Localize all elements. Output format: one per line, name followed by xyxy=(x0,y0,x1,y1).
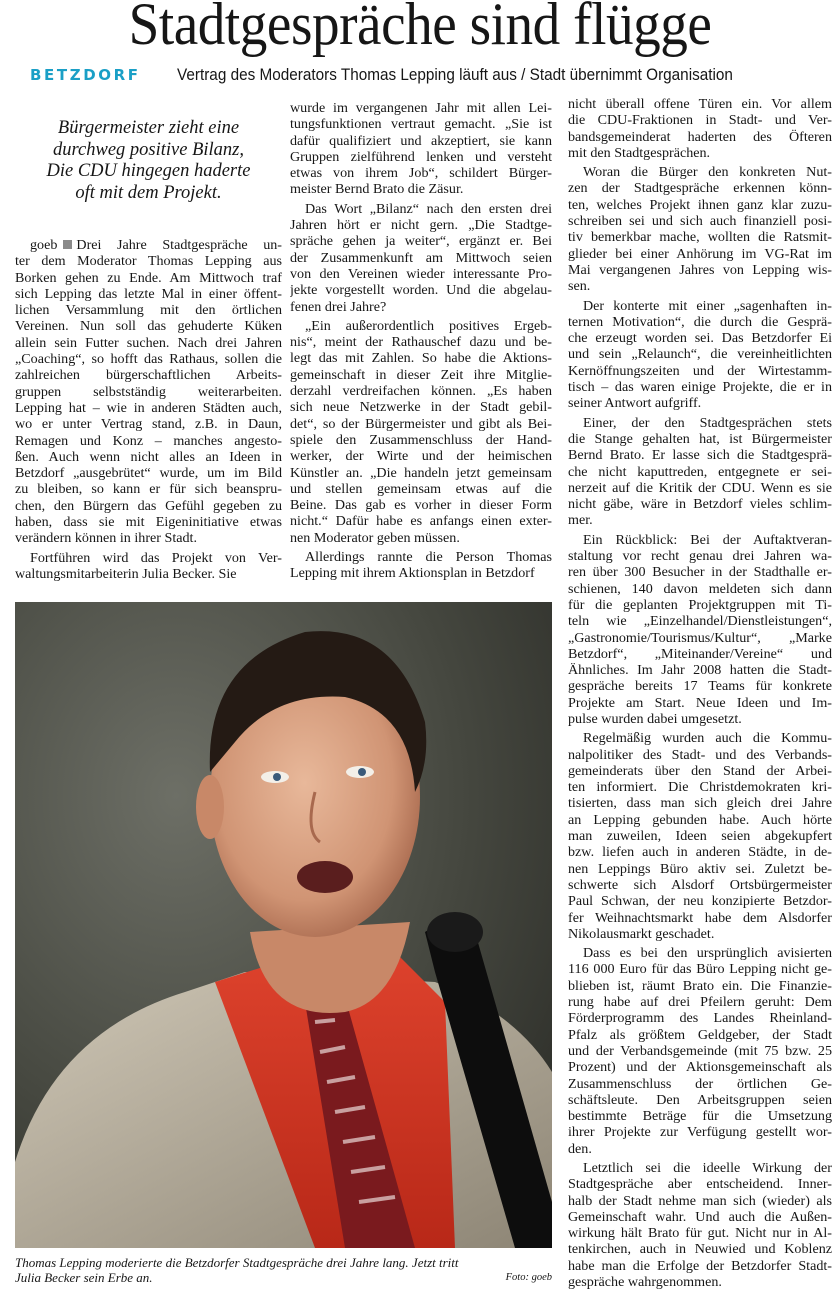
text-line: Borken gehen zu Ende. Am Mittwoch traf xyxy=(15,269,282,286)
text-line: fer Weihnachtsmarkt habe dem Alsdorfer xyxy=(568,909,832,926)
text-line: bzw. liefen auch in anderen Städte, in de- xyxy=(568,844,832,861)
headline: Stadtgespräche sind flügge xyxy=(128,0,712,57)
kicker-location: BETZDORF xyxy=(30,66,141,84)
line-text: Drei Jahre Stadtgespräche un- xyxy=(76,237,282,253)
text-line: legt das mit Zahlen. So habe die Aktions- xyxy=(290,350,552,367)
text-line: an Lepping gebunden habe. Auch hörte xyxy=(568,811,832,828)
text-line: ternen Motivation“, die durch die Gesprä- xyxy=(568,313,832,330)
paragraph xyxy=(290,100,552,198)
text-line: nen Leppings Büro aktiv sei. Zuletzt be- xyxy=(568,860,832,877)
caption-line: Julia Becker sein Erbe an. xyxy=(15,1270,153,1285)
subheadline: Vertrag des Moderators Thomas Lepping läuft aus / Stadt übernimmt Organisation xyxy=(177,65,733,84)
text-line: zen der Stadtgespräche erkennen könn- xyxy=(568,180,832,197)
text-line: ßen. Auch wenn nicht alles an Ideen in xyxy=(15,448,282,465)
photo-caption xyxy=(15,1255,552,1285)
text-line xyxy=(15,237,282,253)
paragraph xyxy=(15,237,282,547)
text-line: ten, welches Projekt ihnen ganz klar zuzu- xyxy=(568,196,832,213)
text-line: tisierten, dass man sich gleich drei Jahre xyxy=(568,795,832,812)
text-line: Letztlich sei die ideelle Wirkung der xyxy=(583,1160,832,1176)
text-line: zahlreichen bürgerschaftlichen Arbeits- xyxy=(15,367,282,384)
text-line: Allerdings rannte die Person Thomas xyxy=(305,549,552,566)
text-line: schreiben sei und sich auch finanziell posi- xyxy=(568,213,832,230)
text-line: „Coaching“, so hofft das Rathaus, sollen die xyxy=(15,351,282,368)
text-line: Pfalz als größtem Geldgeber, der Stadt xyxy=(568,1026,832,1043)
text-line: und sein „Relaunch“, die vereinheitlichten xyxy=(568,346,832,363)
text-line: sich neue Netzwerke in der Stadt gebil- xyxy=(290,399,552,416)
text-line: Fortführen wird das Projekt von Ver- xyxy=(30,549,282,566)
text-line: Stadtgespräche aber entscheidend. Inner- xyxy=(568,1176,832,1193)
text-line: teln wie „Einzelhandel/Dienstleistungen“, xyxy=(568,613,832,630)
text-line: der Zusammenkunft am Mittwoch seien xyxy=(290,249,552,266)
text-line: „Gastronomie/Tourismus/Kultur“, „Marke xyxy=(568,629,832,646)
text-line: tungsfunktionen vertraut gemacht. „Sie ist xyxy=(290,116,552,133)
caption-line: Thomas Lepping moderierte die Betzdorfer Stadtgespräche drei Jahre lang. Jetzt tritt xyxy=(15,1255,459,1270)
deck-line: Bürgermeister zieht eine xyxy=(57,118,240,138)
text-line: jekte vorgestellt worden. Und die abgelau- xyxy=(290,282,552,299)
text-line: Nikolausmarkt geschadet. xyxy=(568,925,715,942)
text-line: von den Vereinen wieder interessante Pro- xyxy=(290,265,552,282)
text-line: gemeinderats über den Stand der Arbei- xyxy=(568,762,832,779)
text-line: fenen drei Jahre? xyxy=(290,298,387,315)
text-line: dafür qualifiziert und akzeptiert, sie kann xyxy=(290,132,552,149)
text-line: sich Lepping das letzte Mal in einer öffent- xyxy=(15,285,282,302)
text-line: glieder bei einer Anhörung im VG-Rat im xyxy=(568,245,832,262)
text-line: habe man die Erfolge der Betzdorfer Stadt- xyxy=(568,1257,832,1274)
text-line: tiv bemerkbar mache, wollten die Ratsmit- xyxy=(568,229,832,246)
text-line: wurde im vergangenen Jahr mit allen Lei- xyxy=(290,100,552,116)
text-line: det“, so der Bürgermeister und gibt als Bei- xyxy=(290,415,552,432)
paragraph xyxy=(568,415,832,529)
text-line: haben, dass sie mit Eigeninitiative etwas xyxy=(15,514,282,531)
article-column-3 xyxy=(568,96,832,1290)
text-line: bandsgemeinderat haderten des Öfteren xyxy=(568,128,832,145)
deck-line: durchweg positive Bilanz, xyxy=(53,139,244,160)
text-line: zu bleiben, so kann er für sich beanspru- xyxy=(15,481,282,498)
text-line: Prozent) und der Aktionsgemeinschaft als xyxy=(568,1059,832,1076)
paragraph xyxy=(568,1160,832,1290)
paragraph xyxy=(568,298,832,412)
text-line: meister Bernd Brato die Zäsur. xyxy=(290,181,464,198)
text-line: Kernöffnungszeiten und der Wirtestamm- xyxy=(568,362,832,379)
text-line: nerzeit auf die Kritik der CDU. Wenn es sie xyxy=(568,479,832,496)
square-bullet-icon xyxy=(63,240,72,249)
text-line: ren über 300 Besucher in der Stadthalle er- xyxy=(568,564,832,581)
text-line: Lepping mit ihrem Aktionsplan in Betzdorf xyxy=(290,565,535,582)
text-line: derzahl verdreifachen können. „Es haben xyxy=(290,383,552,400)
text-line: lichen Versammlung mit den örtlichen xyxy=(15,302,282,319)
text-line: Bernd Brato. Er lasse sich die Stadtgesprä- xyxy=(568,447,832,464)
text-line: schwerte sich Alsdorf Ortsbürgermeister xyxy=(568,876,832,893)
text-line: Betzdorf“, „Miteinander/Vereine“ und xyxy=(568,645,832,662)
text-line: Gemeinschaft wahr. Und auch die Außen- xyxy=(568,1208,832,1225)
photo-credit: Foto: goeb xyxy=(505,1272,552,1283)
paragraph xyxy=(290,549,552,582)
text-line: Beine. Das gab es vorher in dieser Form xyxy=(290,497,552,514)
text-line: waltungsmitarbeiterin Julia Becker. Sie xyxy=(15,565,237,582)
portrait-image xyxy=(15,602,552,1248)
paragraph xyxy=(568,945,832,1157)
text-line: Zusammenschluss der örtlichen Ge- xyxy=(568,1075,832,1092)
text-line: gespräche wahrgenommen. xyxy=(568,1274,722,1291)
text-line: Projekte am Start. Neue Ideen und Im- xyxy=(568,694,832,711)
text-line: 116 000 Euro für das Büro Lepping nicht ge- xyxy=(568,961,832,978)
text-line: Lepping hat – wie in anderen Städten auch, xyxy=(15,399,282,416)
text-line: die CDU-Fraktionen in Stadt- und Ver- xyxy=(568,112,832,129)
text-line: spiele den Zusammenschluss der Hand- xyxy=(290,431,552,448)
text-line: verändern können in ihrer Stadt. xyxy=(15,530,197,547)
text-line: man zuweilen, Ideen seien abgekupfert xyxy=(568,828,832,845)
paragraph xyxy=(568,532,832,728)
text-line: schienen, 140 davon meldeten sich dann xyxy=(568,580,832,597)
article-photo xyxy=(15,602,552,1248)
text-line: wirkung hält Brato für gut. Nicht nur in Al- xyxy=(568,1225,832,1242)
text-line: Vereinen. Nun soll das gehuderte Küken xyxy=(15,318,282,335)
text-line: den. xyxy=(568,1140,592,1157)
text-line: Remagen und Konz – manches angesto- xyxy=(15,432,282,449)
text-line: chen, den Bürgern das Gefühl gegeben zu xyxy=(15,497,282,514)
text-line: seiner Antwort aufgriff. xyxy=(568,395,702,412)
text-line: Gruppen zielführend lenken und versteht xyxy=(290,148,552,165)
text-line: ihrer Projekte zur Verfügung gestellt wor- xyxy=(568,1124,832,1141)
text-line: allein sein Futter suchen. Nach drei Jahren xyxy=(15,334,282,351)
text-line: gespräche bereits 17 Teams für konkrete xyxy=(568,678,832,695)
text-line: mit den Stadtgesprächen. xyxy=(568,144,711,161)
text-line: nicht.“ Dafür habe es anfangs einen exter- xyxy=(290,513,552,530)
text-line: che erzeugt worden sei. Das Betzdorfer Ei xyxy=(568,330,832,347)
paragraph xyxy=(568,164,832,294)
text-line: spräche gehen ja weiter“, ergänzt er. Bei xyxy=(290,233,552,250)
text-line: die Stange gehalten hat, ist Bürgermeister xyxy=(568,430,832,447)
text-line: ter dem Moderator Thomas Lepping aus xyxy=(15,253,282,270)
text-line: nalpolitiker des Stadt- und des Verbands- xyxy=(568,746,832,763)
paragraph xyxy=(568,96,832,161)
text-line: staltung vor recht genau drei Jahren wa- xyxy=(568,548,832,565)
text-line: wo er unter Vertrag stand, z.B. in Daun, xyxy=(15,416,282,433)
text-line: Förderprogramm des Landes Rheinland- xyxy=(568,1010,832,1027)
text-line: und der Verbandsgemeinde (mit 75 bzw. 25 xyxy=(568,1042,832,1059)
text-line: halb der Stadt nehme man sich (wieder) als xyxy=(568,1192,832,1209)
article-column-1 xyxy=(15,237,282,582)
text-line: tisch – das waren einige Projekte, die er in xyxy=(568,379,832,396)
text-line: rung habe auf drei Pfeilern geruht: Dem xyxy=(568,994,832,1011)
text-line: etwas von ihrem Job“, schildert Bürger- xyxy=(290,165,552,182)
text-line: che nicht kaputtreden, entgegnete er sei- xyxy=(568,463,832,480)
article-column-2 xyxy=(290,100,552,582)
text-line: nen Moderator geben müssen. xyxy=(290,529,460,546)
text-line: Mai vergangenen Jahres von Lepping wis- xyxy=(568,261,832,278)
text-line: nicht überall offene Türen ein. Vor allem xyxy=(568,96,832,112)
text-line: Der konterte mit einer „sagenhaften in- xyxy=(583,297,832,314)
text-line: Jahren hört er nicht gern. „Die Stadtge- xyxy=(290,217,552,234)
text-line: nis“, meint der Rathauschef dazu und be- xyxy=(290,334,552,351)
text-line: ten informiert. Die Christdemokraten kri- xyxy=(568,779,832,796)
paragraph xyxy=(568,730,832,942)
text-line: Dass es bei den ursprünglich avisierten xyxy=(583,945,832,962)
deck-line: Die CDU hingegen haderte xyxy=(46,161,251,181)
paragraph xyxy=(290,201,552,315)
text-line: Ähnliches. Im Jahr 2008 hatten die Stadt- xyxy=(568,662,832,679)
text-line: Ein Rückblick: Bei der Auftaktveran- xyxy=(583,531,832,548)
text-line: nicht gäbe, wäre in Betzdorf vieles schlim- xyxy=(568,496,832,513)
text-line: pulse wurden dabei umgesetzt. xyxy=(568,710,742,727)
text-line: blieben ist, räumt Brato ein. Die Finanzie- xyxy=(568,977,832,994)
byline: goeb xyxy=(30,237,58,253)
text-line: Paul Schwan, der neu konzipierte Betzdor- xyxy=(568,893,832,910)
text-line: Das Wort „Bilanz“ nach den ersten drei xyxy=(305,200,552,217)
text-line: Regelmäßig wurden auch die Kommu- xyxy=(583,730,832,747)
text-line: tenkirchen, auch in Neuwied und Koblenz xyxy=(568,1241,832,1258)
text-line: sen. xyxy=(568,278,591,295)
text-line: und stellen gemeinsam etwas auf die xyxy=(290,480,552,497)
deck-line: oft mit dem Projekt. xyxy=(75,182,222,203)
text-line: „Ein außerordentlich positives Ergeb- xyxy=(305,317,552,334)
text-line: gruppen selbstständig weiterarbeiten. xyxy=(15,383,282,400)
text-line: Betzdorf „ausgebrütet“ wurde, um im Bild xyxy=(15,465,282,482)
text-line: Künstler an. „Die handeln jetzt gemeinsam xyxy=(290,464,552,481)
text-line: mer. xyxy=(568,512,593,529)
paragraph xyxy=(15,550,282,583)
text-line: Woran die Bürger den konkreten Nut- xyxy=(583,164,832,181)
paragraph xyxy=(290,318,552,546)
text-line: bestimmte Beträge für die Umsetzung xyxy=(568,1108,832,1125)
text-line: Einer, der den Stadtgesprächen stets xyxy=(583,414,832,431)
text-line: schäftsleute. Den Arbeitsgruppen seien xyxy=(568,1091,832,1108)
text-line: gemeinschaft in dieser Zeit ihre Mitglie- xyxy=(290,366,552,383)
deck xyxy=(15,118,282,204)
text-line: werker, der Wirte und der heimischen xyxy=(290,448,552,465)
text-line: für die geplanten Projektgruppen mit Ti- xyxy=(568,596,832,613)
